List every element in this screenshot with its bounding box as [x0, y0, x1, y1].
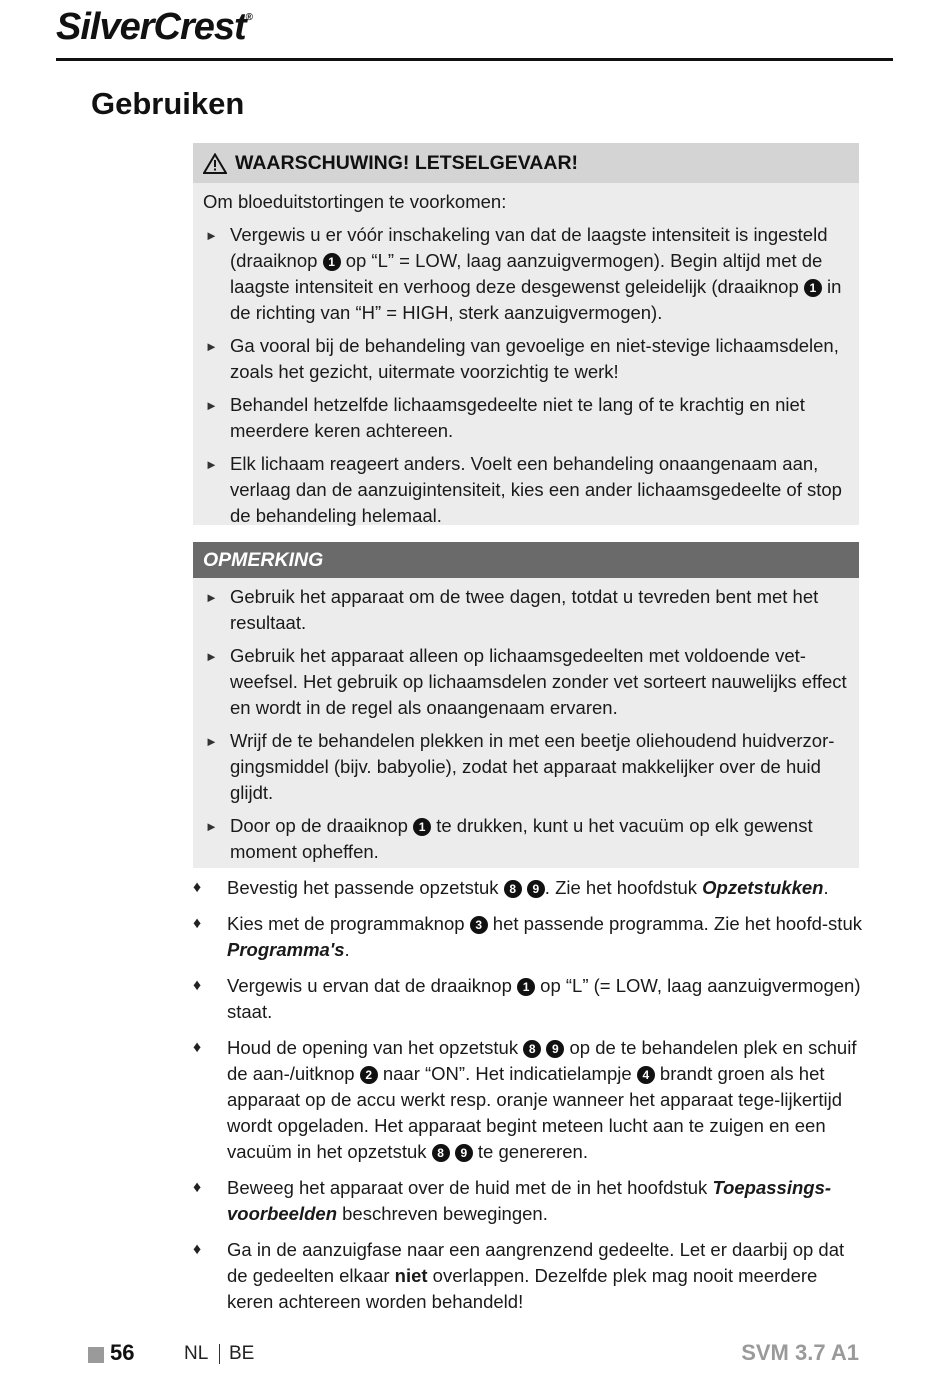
part-number-badge: 2 [360, 1066, 378, 1084]
page-footer [88, 1340, 859, 1370]
warning-intro: Om bloeduitstortingen te voorkomen: [203, 191, 507, 212]
triangle-arrow-icon: ► [205, 339, 218, 354]
knob-number-badge: 1 [323, 253, 341, 271]
warning-body [193, 183, 859, 529]
triangle-arrow-icon: ► [205, 649, 218, 664]
part-number-badge: 9 [455, 1144, 473, 1162]
triangle-arrow-icon: ► [205, 590, 218, 605]
part-number-badge: 8 [432, 1144, 450, 1162]
step-item: ♦ Ga in de aanzuigfase naar een aangrenzend gedeelte. Let er daarbij op dat de gedeelten elkaar niet overlappen. Dezelfde plek mag nooit meerdere keren achtereen worden behandeld! [193, 1239, 845, 1312]
step-item: ♦ Kies met de programmaknop 3 het passende programma. Zie het hoofd-stuk Programma's. [193, 913, 862, 960]
part-number-badge: 9 [546, 1040, 564, 1058]
note-item: ► Gebruik het apparaat om de twee dagen, totdat u tevreden bent met het resultaat. [205, 586, 819, 633]
part-number-badge: 4 [637, 1066, 655, 1084]
triangle-arrow-icon: ► [205, 228, 218, 243]
language-separator [219, 1344, 220, 1364]
warning-item: ► Behandel hetzelfde lichaamsgedeelte niet te lang of te krachtig en niet meerdere keren achtereen. [205, 394, 805, 441]
part-number-badge: 3 [470, 916, 488, 934]
diamond-icon: ♦ [193, 977, 202, 994]
chapter-reference: Opzetstukken [702, 877, 824, 898]
note-item: ► Wrijf de te behandelen plekken in met een beetje oliehoudend huidverzor-gingsmiddel (bijv. babyolie), zodat het apparaat makkelijker over de huid glijdt. [205, 730, 835, 803]
diamond-icon: ♦ [193, 1179, 202, 1196]
knob-number-badge: 1 [804, 279, 822, 297]
chapter-reference: Programma's [227, 939, 345, 960]
warning-item: ► Vergewis u er vóór inschakeling van dat de laagste intensiteit is ingesteld (draaiknop 1 op “L” = LOW, laag aanzuigvermogen). Begin altijd met de laagste intensiteit en verhoog deze desgewenst geleidelijk (draaiknop 1 in de richting van “H” = HIGH, sterk aanzuigvermogen). [205, 224, 842, 323]
registered-mark: ® [245, 12, 253, 23]
page-title: Gebruiken [91, 86, 245, 121]
triangle-arrow-icon: ► [205, 734, 218, 749]
language-code: BE [229, 1343, 255, 1364]
step-list [193, 875, 863, 1325]
triangle-arrow-icon: ► [205, 457, 218, 472]
page-number: 56 [110, 1340, 135, 1365]
warning-title: WAARSCHUWING! LETSELGEVAAR! [235, 151, 579, 174]
part-number-badge: 1 [517, 978, 535, 996]
note-item: ► Door op de draaiknop 1 te drukken, kunt u het vacuüm op elk gewenst moment opheffen. [205, 815, 813, 862]
language-code: NL [184, 1343, 209, 1364]
warning-item: ► Ga vooral bij de behandeling van gevoelige en niet-stevige lichaamsdelen, zoals het gezicht, uitermate voorzichtig te werk! [205, 335, 839, 382]
model-number: SVM 3.7 A1 [741, 1340, 859, 1365]
gray-square-icon [88, 1347, 104, 1363]
note-box [193, 542, 859, 868]
diamond-icon: ♦ [193, 1241, 202, 1258]
header-divider [56, 58, 893, 61]
part-number-badge: 8 [504, 880, 522, 898]
knob-number-badge: 1 [413, 818, 431, 836]
step-item: ♦ Bevestig het passende opzetstuk 8 9 . Zie het hoofdstuk Opzetstukken. [193, 875, 863, 901]
part-number-badge: 8 [523, 1040, 541, 1058]
triangle-arrow-icon: ► [205, 398, 218, 413]
brand-name: SilverCrest [56, 6, 246, 48]
step-item: ♦ Vergewis u ervan dat de draaiknop 1 op “L” (= LOW, laag aanzuigvermogen) staat. [193, 975, 861, 1022]
note-title: OPMERKING [203, 548, 324, 571]
part-number-badge: 9 [527, 880, 545, 898]
note-item: ► Gebruik het apparaat alleen op lichaamsgedeelten met voldoende vet-weefsel. Het gebruik op lichaamsdelen zonder vet sorteert nauwelijks effect en wordt in de regel als onaangenaam ervaren. [205, 645, 847, 718]
chapter-reference: Toepassings-voorbeelden [227, 1177, 832, 1224]
emphasis: niet [394, 1265, 428, 1286]
warning-item: ► Elk lichaam reageert anders. Voelt een behandeling onaangenaam aan, verlaag dan de aanzuigintensiteit, kies een ander lichaamsgedeelte of stop de behandeling helemaal. [205, 453, 842, 526]
diamond-icon: ♦ [193, 915, 202, 932]
triangle-arrow-icon: ► [205, 819, 218, 834]
step-item: ♦ Houd de opening van het opzetstuk 8 9 op de te behandelen plek en schuif de aan-/uitknop 2 naar “ON”. Het indicatielampje 4 brandt groen als het apparaat op de accu werkt resp. oranje wanneer het apparaat tege-lijkertijd wordt opgeladen. Het apparaat begint meteen lucht aan te zuigen en een vacuüm in het opzetstuk 8 9 te genereren. [193, 1037, 857, 1162]
brand-logo [56, 6, 252, 49]
warning-header [193, 143, 859, 183]
note-body [193, 578, 859, 865]
diamond-icon: ♦ [193, 1039, 202, 1056]
diamond-icon: ♦ [193, 879, 202, 896]
warning-box [193, 143, 859, 525]
note-header [193, 542, 859, 578]
step-item: ♦ Beweeg het apparaat over de huid met de in het hoofdstuk Toepassings-voorbeelden beschreven bewegingen. [193, 1177, 832, 1224]
warning-triangle-icon [203, 153, 227, 174]
